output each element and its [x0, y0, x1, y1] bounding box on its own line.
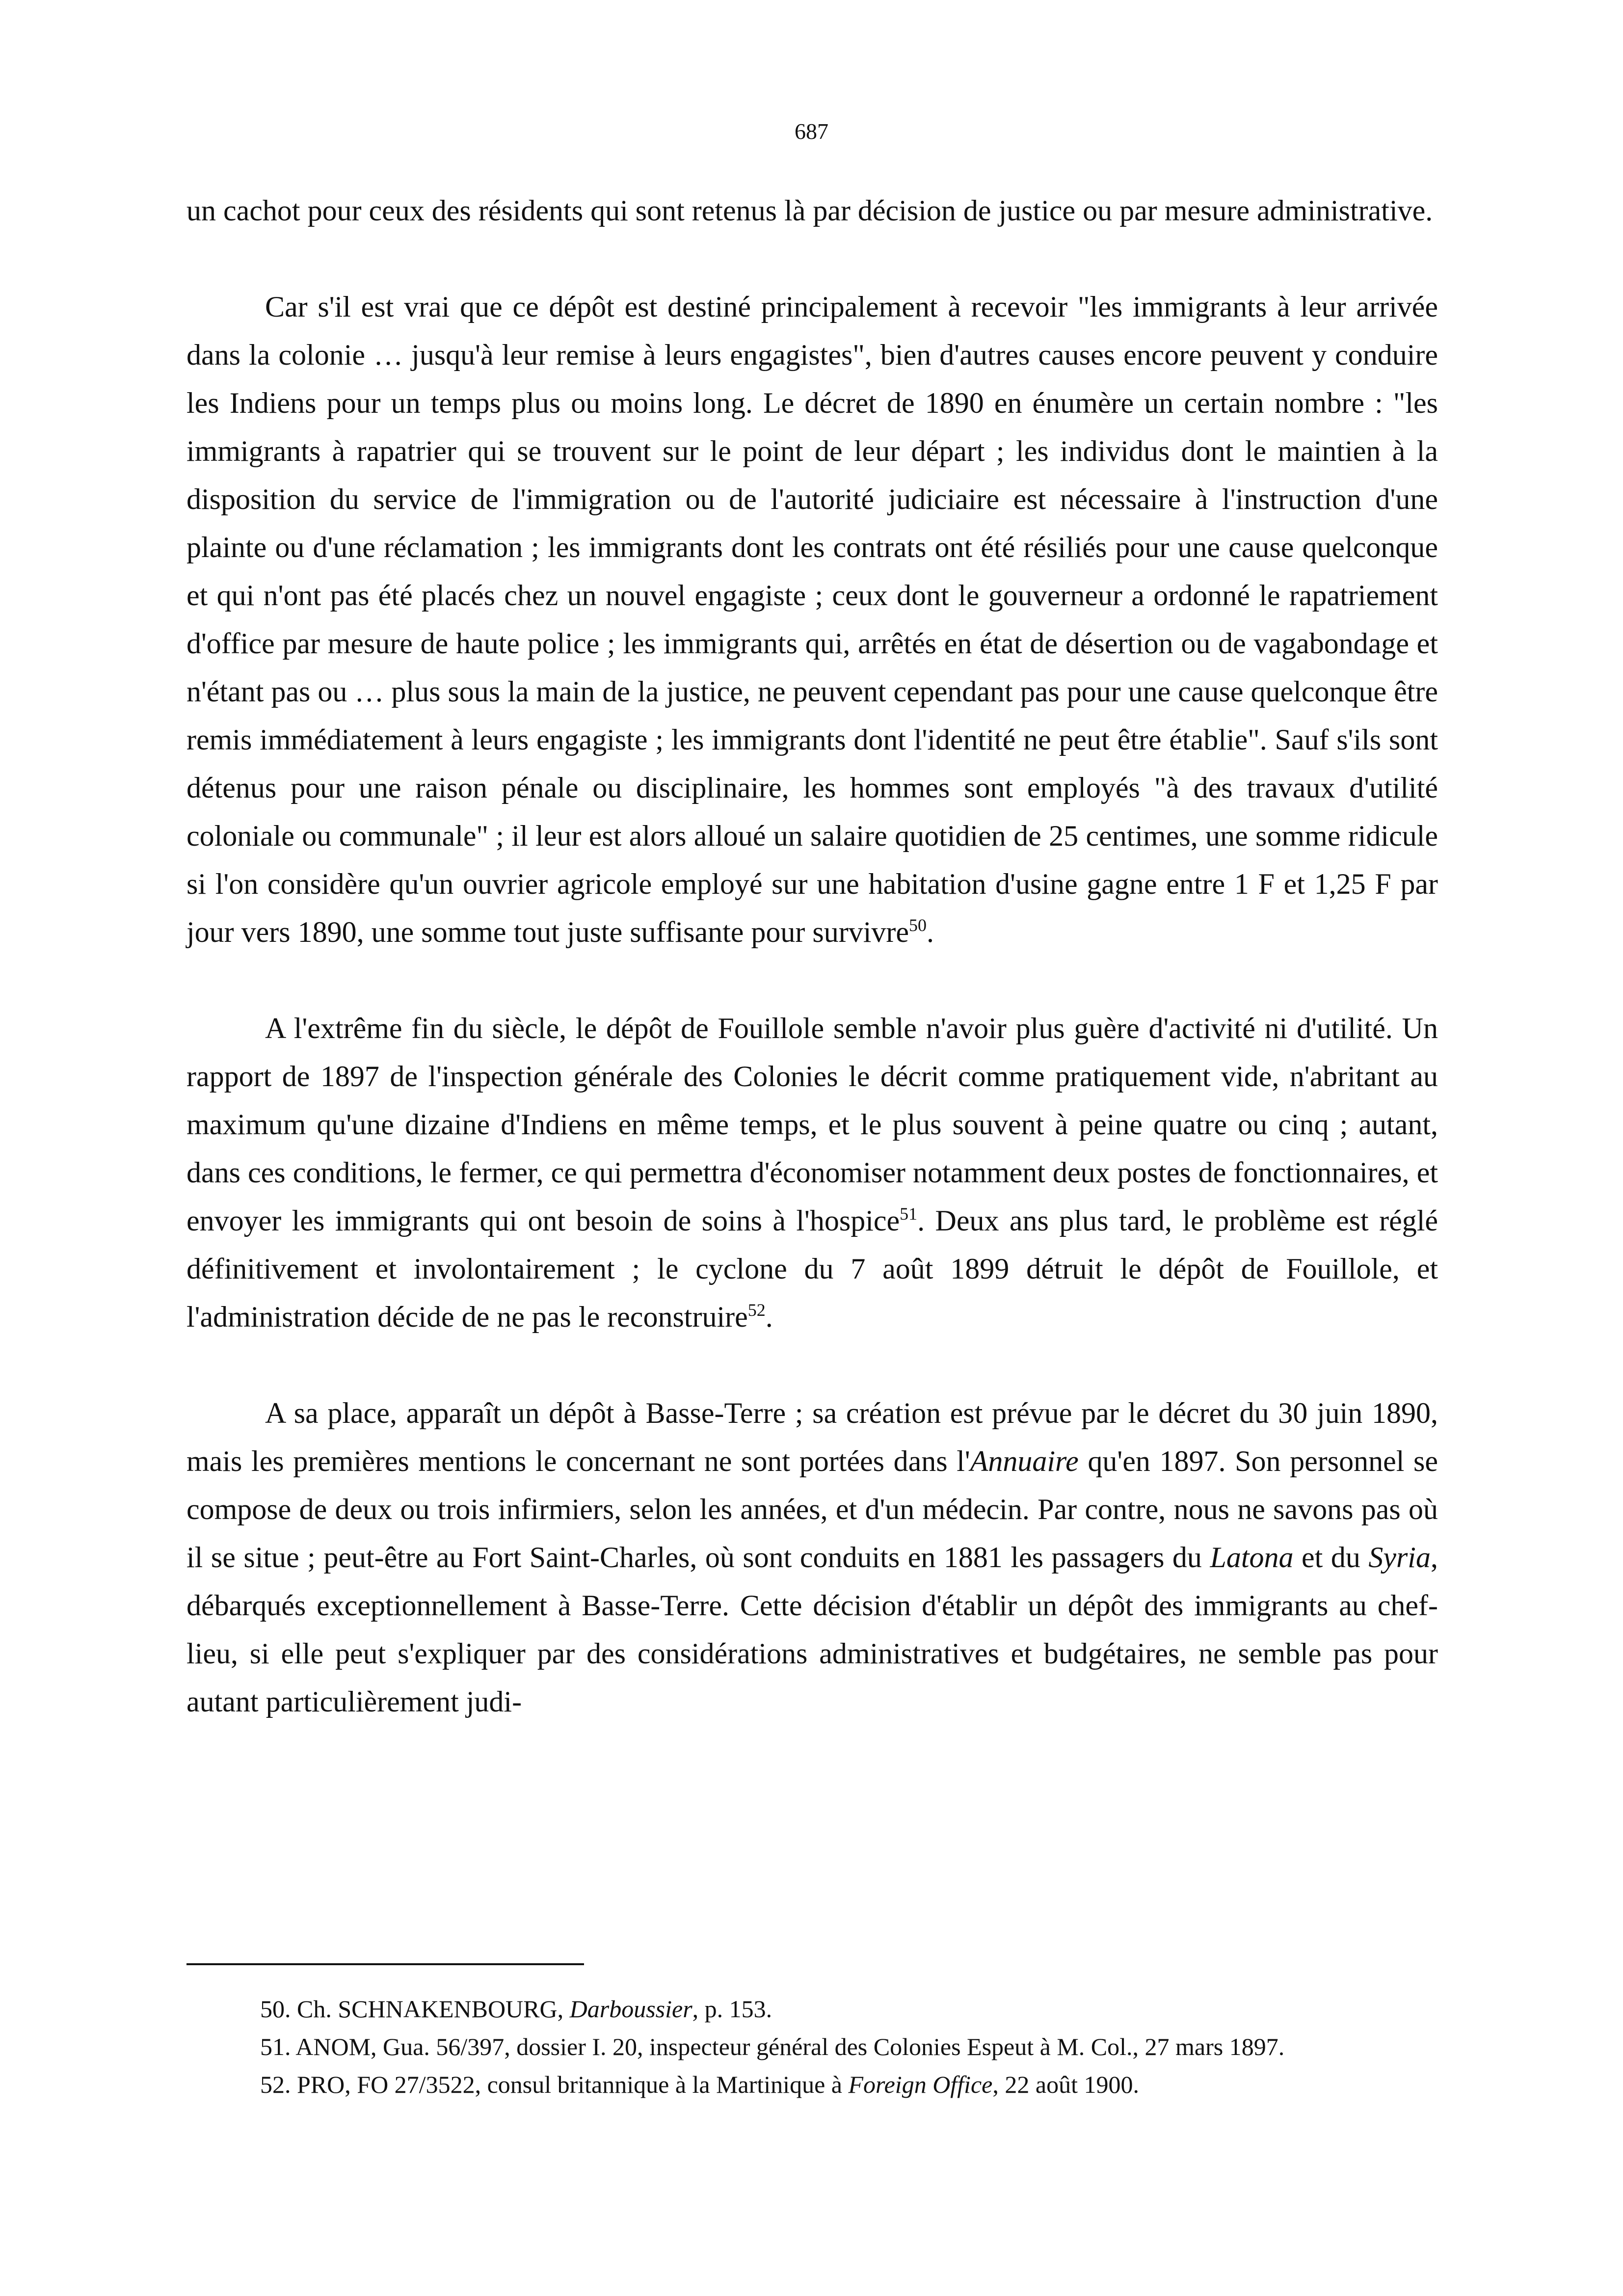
footnote-separator: [186, 1963, 584, 1965]
paragraph: [186, 1389, 1438, 1726]
italic-text: Annuaire: [970, 1445, 1079, 1477]
text-run: 52. PRO, FO 27/3522, consul britannique à la Martinique à: [260, 2071, 849, 2098]
footnote: [186, 2028, 1438, 2066]
italic-text: Syria: [1368, 1541, 1431, 1574]
footnote: [186, 1990, 1438, 2028]
body-text: [186, 187, 1438, 1726]
text-run: un cachot pour ceux des résidents qui sont retenus là par décision de justice ou par mesure administrative.: [186, 194, 1433, 227]
footnote-reference: 52: [747, 1300, 766, 1320]
text-run: A l'extrême fin du siècle, le dépôt de Fouillole semble n'avoir plus guère d'activité ni d'utilité. Un rapport de 1897 de l'inspection générale des Colonies le décrit comme pratiquement vide, n'abritant au maximum qu'une dizaine d'Indiens en même temps, et le plus souvent à peine quatre ou cinq ; autant, dans ces conditions, le fermer, ce qui permettra d'économiser notamment deux postes de fonctionnaires, et envoyer les immigrants qui ont besoin de soins à l'hospice: [186, 1012, 1438, 1237]
text-run: 51. ANOM, Gua. 56/397, dossier I. 20, inspecteur général des Colonies Espeut à M. Col., 27 mars 1897.: [260, 2033, 1285, 2060]
page-number: 687: [795, 119, 828, 144]
italic-text: Foreign Office: [848, 2071, 993, 2098]
text-run: .: [927, 916, 934, 948]
text-run: et du: [1293, 1541, 1369, 1574]
paragraph: [186, 1004, 1438, 1341]
text-run: , p. 153.: [692, 1995, 772, 2023]
footnote: [186, 2066, 1438, 2104]
footnote-reference: 51: [900, 1204, 918, 1224]
italic-text: Latona: [1210, 1541, 1294, 1574]
paragraph: [186, 187, 1438, 235]
text-run: Car s'il est vrai que ce dépôt est destiné principalement à recevoir "les immigrants à leur arrivée dans la colonie … jusqu'à leur remise à leurs engagistes", bien d'autres causes encore peuvent y conduire les Indiens pour un temps plus ou moins long. Le décret de 1890 en énumère un certain nombre : "les immigrants à rapatrier qui se trouvent sur le point de leur départ ; les individus dont le maintien à la disposition du service de l'immigration ou de l'autorité judiciaire est nécessaire à l'instruction d'une plainte ou d'une réclamation ; les immigrants dont les contrats ont été résiliés pour une cause quelconque et qui n'ont pas été placés chez un nouvel engagiste ; ceux dont le gouverneur a ordonné le rapatriement d'office par mesure de haute police ; les immigrants qui, arrêtés en état de désertion ou de vagabondage et n'étant pas ou … plus sous la main de la justice, ne peuvent cependant pas pour une cause quelconque être remis immédiatement à leurs engagiste ; les immigrants dont l'identité ne peut être établie". Sauf s'ils sont détenus pour une raison pénale ou disciplinaire, les hommes sont employés "à des travaux d'utilité coloniale ou communale" ; il leur est alors alloué un salaire quotidien de 25 centimes, une somme ridicule si l'on considère qu'un ouvrier agricole employé sur une habitation d'usine gagne entre 1 F et 1,25 F par jour vers 1890, une somme tout juste suffisante pour survivre: [186, 291, 1438, 948]
text-run: .: [765, 1301, 773, 1333]
text-run: . Deux ans plus tard, le problème est réglé définitivement et involontairement ; le cyclone du 7 août 1899 détruit le dépôt de Fouillole, et l'administration décide de ne pas le reconstruire: [186, 1204, 1438, 1333]
text-run: , débarqués exceptionnellement à Basse-Terre. Cette décision d'établir un dépôt des immigrants au chef-lieu, si elle peut s'expliquer par des considérations administratives et budgétaires, ne semble pas pour autant particulièrement judi-: [186, 1541, 1438, 1718]
text-run: , 22 août 1900.: [992, 2071, 1139, 2098]
italic-text: Darboussier: [569, 1995, 692, 2023]
footnotes: [186, 1990, 1438, 2104]
footnote-reference: 50: [909, 915, 927, 935]
text-run: qu'en 1897. Son personnel se compose de deux ou trois infirmiers, selon les années, et d'un médecin. Par contre, nous ne savons pas où il se situe ; peut-être au Fort Saint-Charles, où sont conduits en 1881 les passagers du: [186, 1445, 1438, 1574]
paragraph: [186, 283, 1438, 956]
text-run: 50. Ch. SCHNAKENBOURG,: [260, 1995, 570, 2023]
text-run: A sa place, apparaît un dépôt à Basse-Terre ; sa création est prévue par le décret du 30 juin 1890, mais les premières mentions le concernant ne sont portées dans l': [186, 1397, 1438, 1477]
